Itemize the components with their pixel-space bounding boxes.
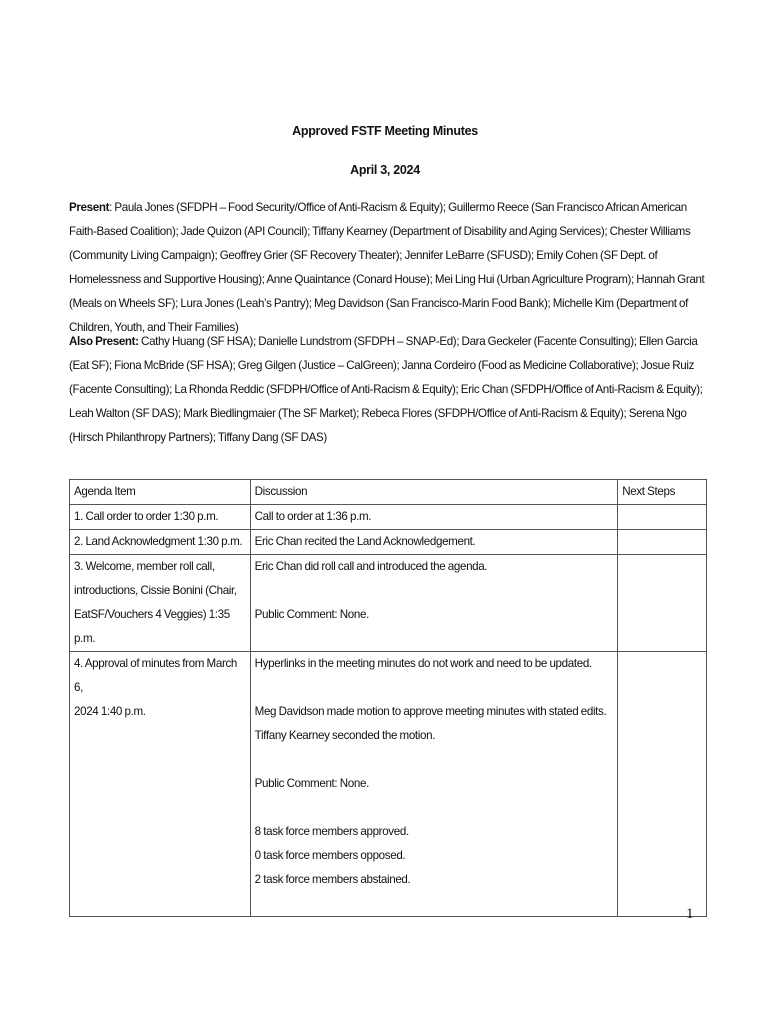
- next-steps-cell: [618, 505, 707, 530]
- blank-line: [255, 748, 614, 772]
- agenda-item-text: 2. Land Acknowledgment 1:30 p.m.: [74, 535, 243, 548]
- agenda-item-cell: [70, 652, 251, 917]
- agenda-item-text: 1. Call order to order 1:30 p.m.: [74, 510, 219, 523]
- discussion-cell: [250, 652, 618, 917]
- discussion-text: Eric Chan did roll call and introduced the agenda.: [254, 560, 488, 573]
- blank-line: [255, 676, 614, 700]
- agenda-item-text: introductions, Cissie Bonini (Chair,: [74, 584, 237, 597]
- header-discussion: Discussion: [250, 480, 618, 505]
- blank-line: [255, 892, 614, 916]
- also-present-label: Also Present:: [69, 335, 139, 348]
- table-row: [70, 652, 707, 917]
- present-attendees-paragraph: [69, 196, 709, 340]
- discussion-text: Hyperlinks in the meeting minutes do not work and need to be updated.: [254, 657, 592, 670]
- page-number: 1: [686, 906, 694, 922]
- also-present-text: Cathy Huang (SF HSA); Danielle Lundstrom (SFDPH – SNAP-Ed); Dara Geckeler (Facente Consulting); Ellen Garcia (Eat SF); Fiona McBride (SF HSA); Greg Gilgen (Justice – CalGreen); Janna Cordeiro (Food as Medicine Collaborative); Josue Ruiz (Facente Consulting); La Rhonda Reddic (SFDPH/Office of Anti-Racism & Equity); Eric Chan (SFDPH/Office of Anti-Racism & Equity); Leah Walton (SF DAS); Mark Biedlingmaier (The SF Market); Rebeca Flores (SFDPH/Office of Anti-Racism & Equity); Serena Ngo (Hirsch Philanthropy Partners); Tiffany Dang (SF DAS): [69, 335, 703, 444]
- next-steps-cell: [618, 652, 707, 917]
- table-row: [70, 505, 707, 530]
- present-label: Present: [69, 201, 110, 214]
- discussion-text: Eric Chan recited the Land Acknowledgement.: [254, 535, 476, 548]
- next-steps-cell: [618, 555, 707, 652]
- discussion-cell: [250, 505, 618, 530]
- discussion-cell: [250, 530, 618, 555]
- table-row: [70, 555, 707, 652]
- discussion-text: Tiffany Kearney seconded the motion.: [254, 729, 436, 742]
- table-row: [70, 530, 707, 555]
- blank-line: [255, 579, 614, 603]
- table-header-row: [70, 480, 707, 505]
- header-next-steps: Next Steps: [618, 480, 707, 505]
- discussion-text: Public Comment: None.: [254, 777, 369, 790]
- discussion-text: 8 task force members approved.: [254, 825, 409, 838]
- also-present-paragraph: [69, 330, 709, 450]
- blank-line: [255, 796, 614, 820]
- next-steps-cell: [618, 530, 707, 555]
- discussion-text: Call to order at 1:36 p.m.: [254, 510, 372, 523]
- discussion-text: 0 task force members opposed.: [254, 849, 406, 862]
- meeting-date: April 3, 2024: [350, 163, 420, 177]
- agenda-item-cell: [70, 530, 251, 555]
- agenda-item-text: 4. Approval of minutes from March 6,: [74, 657, 238, 694]
- agenda-item-cell: [70, 505, 251, 530]
- discussion-cell: [250, 555, 618, 652]
- agenda-item-cell: [70, 555, 251, 652]
- present-attendees-text: : Paula Jones (SFDPH – Food Security/Office of Anti-Racism & Equity); Guillermo Reece (San Francisco African American Faith-Based Coalition); Jade Quizon (API Council); Tiffany Kearney (Department of Disability and Aging Services); Chester Williams (Community Living Campaign); Geoffrey Grier (SF Recovery Theater); Jennifer LeBarre (SFUSD); Emily Cohen (SF Dept. of Homelessness and Supportive Housing); Anne Quaintance (Conard House); Mei Ling Hui (Urban Agriculture Program); Hannah Grant (Meals on Wheels SF); Lura Jones (Leah’s Pantry); Meg Davidson (San Francisco-Marin Food Bank); Michelle Kim (Department of Children, Youth, and Their Families): [69, 201, 705, 334]
- agenda-item-text: EatSF/Vouchers 4 Veggies) 1:35 p.m.: [74, 608, 230, 645]
- agenda-item-text: 3. Welcome, member roll call,: [74, 560, 215, 573]
- discussion-text: 2 task force members abstained.: [254, 873, 411, 886]
- agenda-item-text: 2024 1:40 p.m.: [74, 705, 146, 718]
- agenda-table: [69, 479, 707, 917]
- header-agenda-item: Agenda Item: [70, 480, 251, 505]
- discussion-text: Meg Davidson made motion to approve meeting minutes with stated edits.: [254, 705, 607, 718]
- document-title: Approved FSTF Meeting Minutes: [292, 124, 478, 138]
- discussion-text: Public Comment: None.: [254, 608, 369, 621]
